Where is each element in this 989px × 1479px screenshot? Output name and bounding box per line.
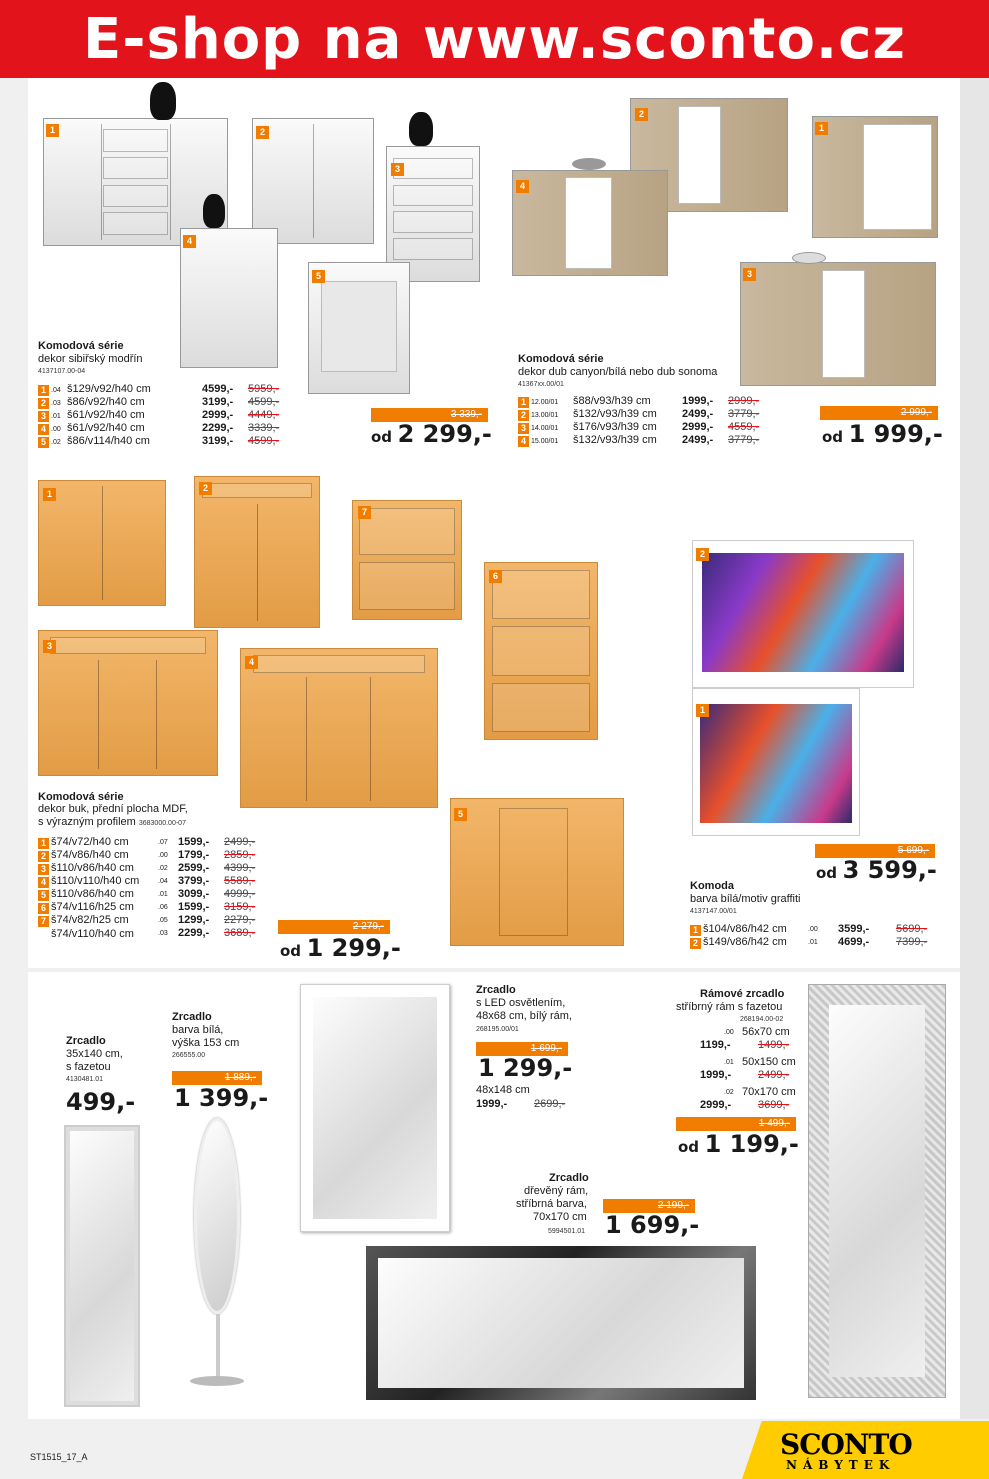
price-row <box>38 849 298 862</box>
badge-2: 2 <box>256 126 269 139</box>
size-row <box>700 1086 800 1099</box>
badge-4: 4 <box>516 180 529 193</box>
variant-code: .01 <box>51 413 61 420</box>
variant-code: 15.00/01 <box>531 438 559 445</box>
old-price: 2999,- <box>728 395 760 407</box>
from-price: od 1 299,- <box>280 934 401 962</box>
product-code: 5994501.01 <box>548 1228 585 1235</box>
old-price: 3689,- <box>224 927 256 939</box>
old-price: 3699,- <box>758 1099 790 1111</box>
mirror-alt-size: 48x148 cm <box>476 1084 530 1096</box>
dimensions: 70x170 cm <box>742 1086 796 1098</box>
series-subtitle: dekor buk, přední plocha MDF, <box>38 803 188 815</box>
price-table <box>38 836 298 940</box>
dimensions: š176/v93/h39 cm <box>573 421 657 433</box>
old-price: 4599,- <box>248 396 280 408</box>
dimensions: š110/v86/h40 cm <box>51 888 134 900</box>
silver-frame-mirror-image <box>808 984 946 1398</box>
price-row <box>38 901 298 914</box>
dimensions: š74/v86/h40 cm <box>51 849 129 861</box>
variant-code: .02 <box>51 439 61 446</box>
from-price: od 1 999,- <box>822 420 943 448</box>
variant-code: .01 <box>158 891 168 898</box>
old-price: 3159,- <box>224 901 256 913</box>
item-number: 5 <box>38 890 49 901</box>
price-table <box>690 923 940 949</box>
price-row <box>38 383 298 396</box>
product-code: 41367xx.00/01 <box>518 381 564 388</box>
mirror-desc-2: výška 153 cm <box>172 1037 240 1049</box>
variant-code: .06 <box>158 904 168 911</box>
graffiti-dresser-image-2 <box>692 540 914 688</box>
price-row <box>700 1069 800 1082</box>
series-title: Komodová série <box>38 791 124 803</box>
badge-1: 1 <box>46 124 59 137</box>
variant-code: .02 <box>158 865 168 872</box>
mirror-title: Zrcadlo <box>172 1011 212 1023</box>
badge-1: 1 <box>696 704 709 717</box>
dimensions: 50x150 cm <box>742 1056 796 1068</box>
dresser-image-4 <box>240 648 438 808</box>
price: 3599,- <box>838 923 870 935</box>
mirror-desc: stříbrný rám s fazetou <box>676 1001 783 1013</box>
item-number: 4 <box>38 424 49 435</box>
old-price: 5589,- <box>224 875 256 887</box>
product-code: 266555.00 <box>172 1052 206 1059</box>
bowl-decor <box>572 158 606 170</box>
price-row <box>38 435 298 448</box>
price: 2599,- <box>178 862 210 874</box>
item-number: 1 <box>690 925 701 936</box>
series-subtitle: dekor dub canyon/bílá nebo dub sonoma <box>518 366 718 378</box>
badge-4: 4 <box>183 235 196 248</box>
price-row <box>518 408 778 421</box>
old-price-tag: 5 699,- <box>815 844 935 858</box>
size-row <box>700 1056 800 1069</box>
old-price: 5959,- <box>248 383 280 395</box>
dimensions: š110/v110/h40 cm <box>51 875 140 887</box>
price: 2499,- <box>682 434 714 446</box>
old-price: 2499,- <box>758 1069 790 1081</box>
price: 3099,- <box>178 888 210 900</box>
mirror-image <box>64 1125 140 1407</box>
dimensions: š110/v86/h40 cm <box>51 862 134 874</box>
price-row <box>38 914 298 927</box>
old-price: 4999,- <box>224 888 256 900</box>
price: 2999,- <box>202 409 234 421</box>
variant-code: .04 <box>51 387 61 394</box>
dresser-image-1 <box>43 118 228 246</box>
variant-code: .01 <box>724 1059 734 1066</box>
price-row <box>38 888 298 901</box>
vase-decor <box>203 194 225 228</box>
price: 2299,- <box>202 422 234 434</box>
old-price: 4449,- <box>248 409 280 421</box>
badge-4: 4 <box>245 656 258 669</box>
price-row <box>690 923 940 936</box>
mirror-desc: s LED osvětlením, <box>476 997 566 1009</box>
variant-code: .00 <box>724 1029 734 1036</box>
mirror-alt-price: 1999,- 2699,- <box>476 1098 566 1110</box>
dimensions: š74/v82/h25 cm <box>51 914 129 926</box>
price: 2499,- <box>682 408 714 420</box>
dimensions: š129/v92/h40 cm <box>67 383 151 395</box>
dimensions: š149/v86/h42 cm <box>703 936 787 948</box>
item-number: 7 <box>38 916 49 927</box>
standing-mirror-image <box>190 1118 250 1388</box>
mirror-desc: 35x140 cm, <box>66 1048 123 1060</box>
badge-3: 3 <box>43 640 56 653</box>
variant-code: .03 <box>51 400 61 407</box>
eshop-banner[interactable]: E-shop na www.sconto.cz <box>0 0 989 78</box>
dimensions: š61/v92/h40 cm <box>67 409 145 421</box>
old-price: 3779,- <box>728 408 760 420</box>
price-row <box>690 936 940 949</box>
mirror-title: Zrcadlo <box>476 984 516 996</box>
vase-decor <box>409 112 433 146</box>
graffiti-dresser-image-1 <box>692 688 860 836</box>
variant-code: .03 <box>158 930 168 937</box>
dresser-image-2 <box>252 118 374 244</box>
price: 4599,- <box>202 383 234 395</box>
page-code: ST1515_17_A <box>30 1452 88 1462</box>
item-number: 3 <box>38 411 49 422</box>
price: 2299,- <box>178 927 210 939</box>
product-code: 4130481.01 <box>66 1076 103 1083</box>
price-table <box>38 383 298 448</box>
variant-code: .01 <box>808 939 818 946</box>
item-number: 2 <box>518 410 529 421</box>
variant-code: .00 <box>51 426 61 433</box>
mirror-desc: dřevěný rám, <box>524 1185 589 1197</box>
badge-2: 2 <box>696 548 709 561</box>
badge-7: 7 <box>358 506 371 519</box>
variant-code: .00 <box>158 852 168 859</box>
old-price: 2499,- <box>224 836 256 848</box>
series-title: Komoda <box>690 880 734 892</box>
item-number: 4 <box>518 436 529 447</box>
from-price: od 1 199,- <box>678 1130 799 1158</box>
mirror-title: Zrcadlo <box>549 1172 589 1184</box>
price: 4699,- <box>838 936 870 948</box>
dimensions: š104/v86/h42 cm <box>703 923 787 935</box>
price: 2999,- <box>682 421 714 433</box>
badge-1: 1 <box>815 122 828 135</box>
price-row <box>700 1099 800 1112</box>
dresser-image-1 <box>812 116 938 238</box>
dresser-image-4 <box>512 170 668 276</box>
price-row <box>518 395 778 408</box>
series-title: Komodová série <box>38 340 124 352</box>
old-price-tag: 3 339,- <box>371 408 488 422</box>
price: 1599,- <box>178 836 210 848</box>
price-row <box>38 862 298 875</box>
item-number: 2 <box>38 398 49 409</box>
variant-code: 13.00/01 <box>531 412 559 419</box>
from-price: od 2 299,- <box>371 420 492 448</box>
old-price-tag: 1 499,- <box>676 1117 796 1131</box>
price-table <box>700 1026 800 1116</box>
item-number: 1 <box>38 838 49 849</box>
mirror-title: Zrcadlo <box>66 1035 106 1047</box>
mirror-price: 1 399,- <box>174 1084 269 1112</box>
old-price: 4559,- <box>728 421 760 433</box>
dimensions: š61/v92/h40 cm <box>67 422 145 434</box>
price-row <box>38 836 298 849</box>
price: 3199,- <box>202 396 234 408</box>
vase-decor <box>150 82 176 120</box>
badge-1: 1 <box>43 488 56 501</box>
price-table <box>518 395 778 447</box>
shoe-cabinet-image-6 <box>484 562 598 740</box>
old-price: 4399,- <box>224 862 256 874</box>
old-price-tag: 2 199,- <box>603 1199 695 1213</box>
item-number: 6 <box>38 903 49 914</box>
dimensions: š88/v93/h39 cm <box>573 395 651 407</box>
dimensions: 56x70 cm <box>742 1026 790 1038</box>
wooden-frame-mirror-image <box>366 1246 756 1400</box>
price-row <box>38 875 298 888</box>
dimensions: š86/v92/h40 cm <box>67 396 145 408</box>
dresser-image-4 <box>180 228 278 368</box>
mirror-price: 1 699,- <box>605 1211 700 1239</box>
dimensions: š132/v93/h39 cm <box>573 434 657 446</box>
product-code: 268195.00/01 <box>476 1026 519 1033</box>
dresser-image-5 <box>450 798 624 946</box>
dresser-image-3 <box>740 262 936 386</box>
from-price: od 3 599,- <box>816 856 937 884</box>
mirror-desc-2: s fazetou <box>66 1061 111 1073</box>
old-price-tag: 1 889,- <box>172 1071 262 1085</box>
price-row <box>38 409 298 422</box>
price: 3799,- <box>178 875 210 887</box>
series-subtitle-2: s výrazným profilem 3683000.00-07 <box>38 816 186 828</box>
dresser-image-1 <box>38 480 166 606</box>
logo-subtitle: NÁBYTEK <box>786 1458 896 1472</box>
dimensions: š86/v114/h40 cm <box>67 435 150 447</box>
mirror-desc: barva bílá, <box>172 1024 224 1036</box>
price: 1999,- <box>700 1069 732 1081</box>
price-row <box>700 1039 800 1052</box>
old-price-tag: 1 699,- <box>476 1042 568 1056</box>
variant-code: 12.00/01 <box>531 399 559 406</box>
badge-5: 5 <box>454 808 467 821</box>
price-row <box>38 422 298 435</box>
led-mirror-image <box>300 984 450 1232</box>
dimensions: š74/v110/h40 cm <box>51 928 134 940</box>
old-price: 5699,- <box>896 923 928 935</box>
price-row <box>518 421 778 434</box>
item-number: 3 <box>518 423 529 434</box>
variant-code: .02 <box>724 1089 734 1096</box>
series-subtitle: dekor sibiřský modřín <box>38 353 143 365</box>
price: 1799,- <box>178 849 210 861</box>
price: 1599,- <box>178 901 210 913</box>
series-title: Komodová série <box>518 353 604 365</box>
price: 3199,- <box>202 435 234 447</box>
bowl-decor <box>792 252 826 264</box>
dimensions: š74/v116/h25 cm <box>51 901 134 913</box>
series-subtitle: barva bílá/motiv graffiti <box>690 893 801 905</box>
item-number: 1 <box>38 385 49 396</box>
mirror-desc-2: stříbrná barva, <box>516 1198 587 1210</box>
mirror-price: 1 299,- <box>478 1054 573 1082</box>
old-price: 4599,- <box>248 435 280 447</box>
price: 1199,- <box>700 1039 731 1051</box>
item-number: 1 <box>518 397 529 408</box>
dimensions: š132/v93/h39 cm <box>573 408 657 420</box>
logo-name: SCONTO <box>780 1428 912 1461</box>
mirror-price: 499,- <box>66 1088 136 1116</box>
price-row <box>518 434 778 447</box>
item-number: 2 <box>690 938 701 949</box>
old-price: 2859,- <box>224 849 256 861</box>
item-number: 2 <box>38 851 49 862</box>
badge-5: 5 <box>312 270 325 283</box>
old-price-tag: 2 999,- <box>820 406 938 420</box>
side-strip <box>960 78 989 1419</box>
dimensions: š74/v72/h40 cm <box>51 836 129 848</box>
variant-code: .05 <box>158 917 168 924</box>
product-code: 4137107.00-04 <box>38 368 86 375</box>
price: 1999,- <box>682 395 714 407</box>
badge-3: 3 <box>391 163 404 176</box>
old-price: 7399,- <box>896 936 928 948</box>
variant-code: 14.00/01 <box>531 425 559 432</box>
dresser-image-2 <box>194 476 320 628</box>
old-price: 2279,- <box>224 914 256 926</box>
badge-6: 6 <box>489 570 502 583</box>
badge-2: 2 <box>199 482 212 495</box>
variant-code: .04 <box>158 878 168 885</box>
price-row <box>38 927 298 940</box>
old-price-tag: 2 279,- <box>278 920 390 934</box>
variant-code: .00 <box>808 926 818 933</box>
old-price: 3339,- <box>248 422 280 434</box>
price: 1299,- <box>178 914 210 926</box>
product-code: 4137147.00/01 <box>690 908 737 915</box>
badge-2: 2 <box>635 108 648 121</box>
item-number: 5 <box>38 437 49 448</box>
item-number: 3 <box>38 864 49 875</box>
dresser-image-3 <box>38 630 218 776</box>
size-row <box>700 1026 800 1039</box>
product-code: 268194.00-02 <box>740 1016 784 1023</box>
mirror-desc-2: 48x68 cm, bílý rám, <box>476 1010 572 1022</box>
variant-code: .07 <box>158 839 168 846</box>
price: 2999,- <box>700 1099 732 1111</box>
item-number: 4 <box>38 877 49 888</box>
badge-3: 3 <box>743 268 756 281</box>
old-price: 3779,- <box>728 434 760 446</box>
price-row <box>38 396 298 409</box>
mirror-desc-3: 70x170 cm <box>533 1211 587 1223</box>
old-price: 1499,- <box>758 1039 790 1051</box>
mirror-title: Rámové zrcadlo <box>700 988 785 1000</box>
